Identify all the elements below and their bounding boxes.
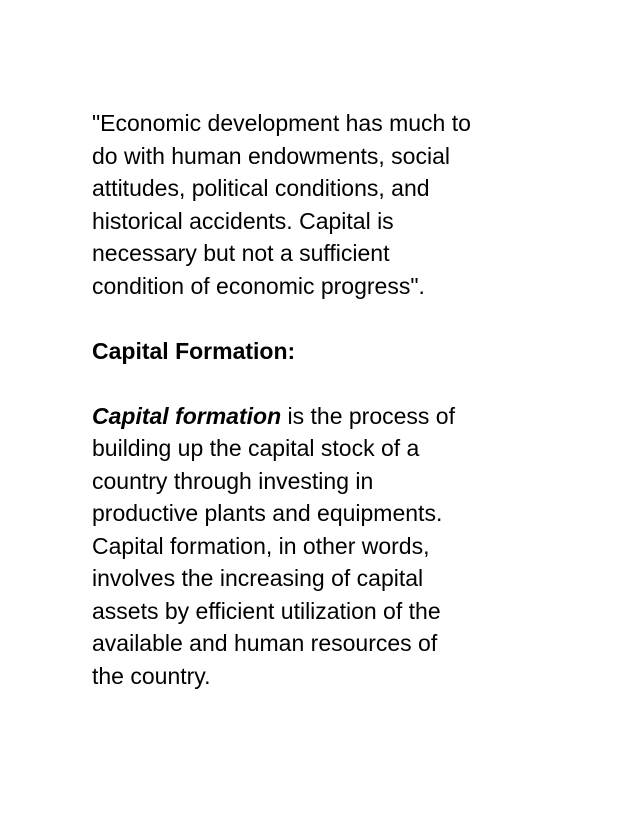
quote-line: "Economic development has much to xyxy=(92,110,471,136)
definition-line: productive plants and equipments. xyxy=(92,500,443,526)
definition-line: involves the increasing of capital xyxy=(92,565,424,591)
quote-line: condition of economic progress". xyxy=(92,272,425,299)
quote-line: necessary but not a sufficient xyxy=(92,240,390,266)
definition-line: available and human resources of xyxy=(92,630,438,656)
quote-line: historical accidents. Capital is xyxy=(92,207,394,234)
definition-line: country through investing in xyxy=(92,467,374,494)
definition-line: building up the capital stock of a xyxy=(92,435,420,461)
quote-paragraph xyxy=(92,107,562,302)
quote-line: do with human endowments, social xyxy=(92,142,450,169)
paragraph-spacer xyxy=(92,302,562,335)
document-body xyxy=(92,107,562,692)
section-heading: Capital Formation: xyxy=(92,337,296,364)
defined-term: Capital formation xyxy=(92,402,282,429)
definition-first-line xyxy=(92,400,562,433)
definition-paragraph xyxy=(92,400,562,693)
definition-first-line-rest: is the process of xyxy=(281,402,455,429)
quote-line: attitudes, political conditions, and xyxy=(92,175,430,201)
definition-line: assets by efficient utilization of the xyxy=(92,597,441,624)
paragraph-spacer xyxy=(92,367,562,400)
definition-line: the country. xyxy=(92,662,211,689)
definition-line: Capital formation, in other words, xyxy=(92,532,430,559)
